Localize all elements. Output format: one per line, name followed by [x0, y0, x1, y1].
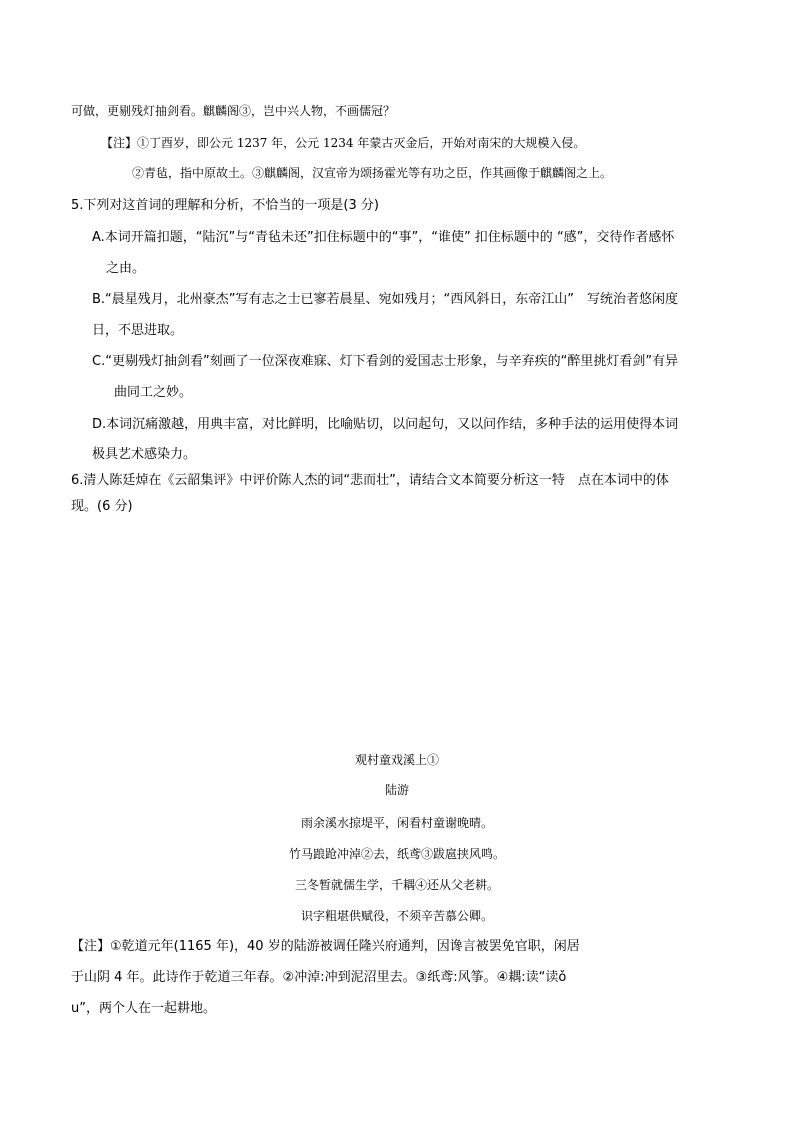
poem1-last-line: 可做，更剔残灯抽剑看。麒麟阁③，岂中兴人物，不画儒冠？	[71, 104, 396, 118]
poem1-note-1: 【注】①丁酉岁，即公元 1237 年，公元 1234 年蒙古灭金后，开始对南宋的大规模入侵。	[101, 136, 586, 150]
q5-option-c-line1: C.“更剔残灯抽剑看”刻画了一位深夜难寐、灯下看剑的爱国志士形象，与辛弃疾的“醉里挑灯看剑”有异	[92, 354, 679, 369]
q5-option-b-line2: 日，不思进取。	[92, 323, 184, 338]
q6-line1: 6.清人陈廷焯在《云韶集评》中评价陈人杰的词“悲而壮”，请结合文本简要分析这一特 点在本词中的体	[71, 473, 669, 488]
q5-option-c-line2: 曲同工之妙。	[114, 385, 193, 400]
q5-option-b-line1: B.“晨星残月，北州豪杰”写有志之士已寥若晨星、宛如残月；“西风斜日，东帝江山” 写统治者悠闲度	[92, 292, 678, 307]
poem1-note-2: ②青毡，指中原故土。③麒麟阁，汉宣帝为颂扬霍光等有功之臣，作其画像于麒麟阁之上。	[132, 166, 613, 180]
poem2-line-1: 雨余溪水掠堤平，闲看村童谢晚晴。	[300, 816, 493, 830]
poem2-line-3: 三冬暂就儒生学，千耦④还从父老耕。	[294, 878, 499, 892]
poem2-note-line2: 于山阴 4 年。此诗作于乾道三年春。②冲淖:冲到泥沼里去。③纸鸢:风筝。④耦:读“读ǒ	[71, 970, 567, 985]
q5-option-d-line2: 极具艺术感染力。	[92, 447, 197, 462]
q5-option-d-line1: D.本词沉痛激越，用典丰富，对比鲜明，比喻贴切，以问起句，又以问作结，多种手法的运用使得本词	[92, 417, 679, 432]
poem2-line-4: 识字粗堪供赋役，不须辛苦慕公卿。	[300, 909, 493, 923]
poem2-line-2: 竹马踉跄冲淖②去，纸鸢③跋扈挟风鸣。	[288, 847, 505, 861]
poem2-title: 观村童戏溪上①	[354, 753, 439, 767]
q5-stem: 5.下列对这首词的理解和分析，不恰当的一项是(3 分)	[71, 198, 379, 213]
q6-line2: 现。(6 分)	[71, 499, 133, 514]
poem2-note-line3: u”，两个人在一起耕地。	[71, 1001, 216, 1016]
q5-option-a-line1: A.本词开篇扣题，“陆沉”与“青毡未还”扣住标题中的“事”，“谁使” 扣住标题中的 “感”，交待作者感怀	[92, 230, 675, 245]
poem2-note-line1: 【注】①乾道元年(1165 年)，40 岁的陆游被调任隆兴府通判，因谗言被罢免官职，闲居	[71, 939, 580, 954]
q5-option-a-line2: 之由。	[106, 261, 146, 276]
poem2-author: 陆游	[384, 783, 409, 797]
